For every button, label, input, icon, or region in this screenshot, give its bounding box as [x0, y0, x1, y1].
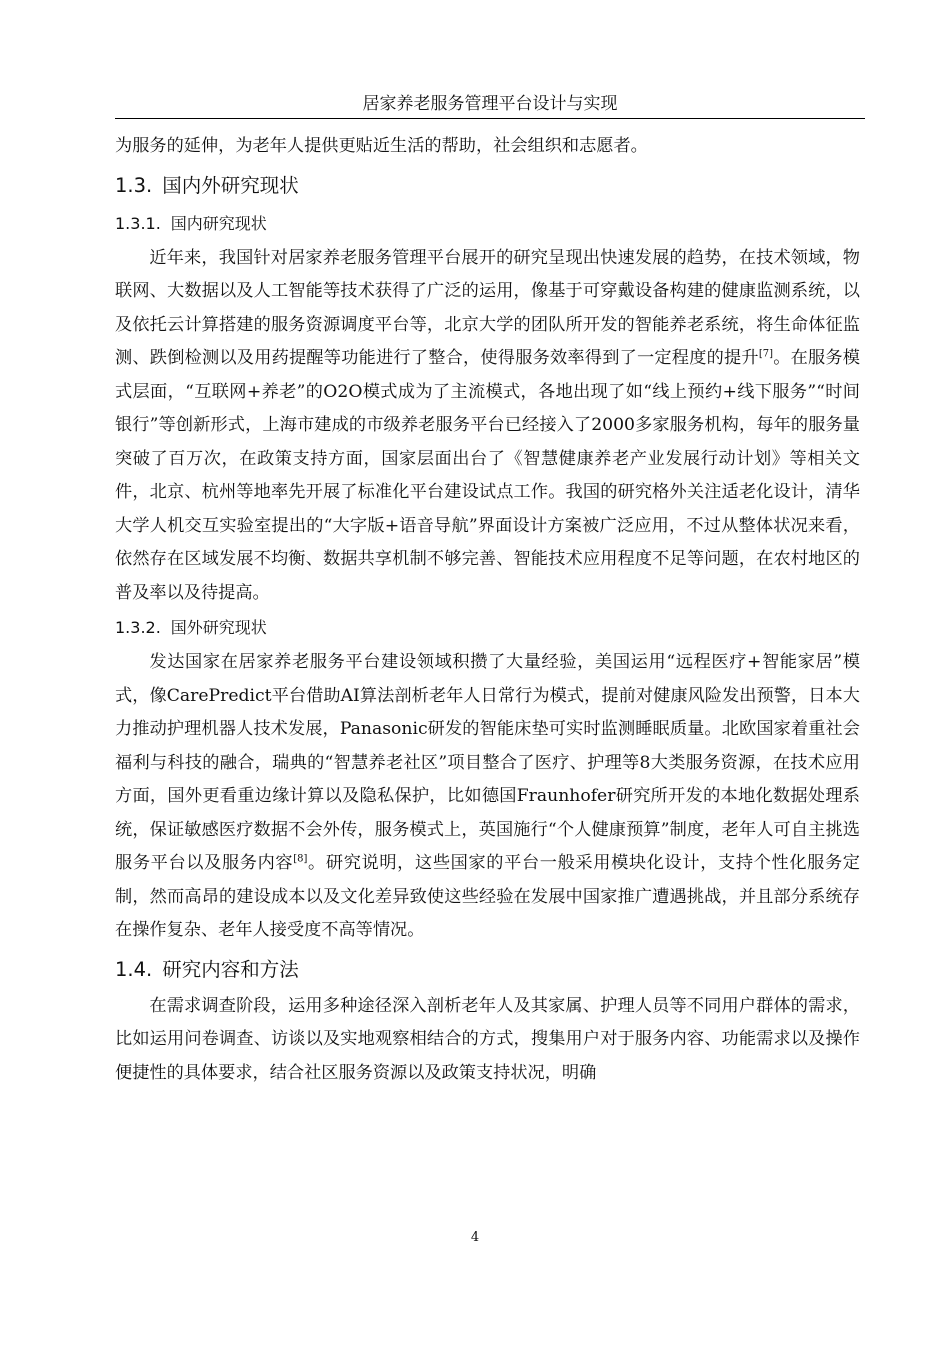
paragraph-text: 发达国家在居家养老服务平台建设领域积攒了大量经验，美国运用“远程医疗+智能家居”模式，像CarePredict平台借助AI算法剖析老年人日常行为模式，提前对健康风险发出预警，日本大力推动护理机器人技术发展，Panasonic研发的智能床垫可实时监测睡眠质量。北欧国家着重社会福利与科技的融合，瑞典的“智慧养老社区”项目整合了医疗、护理等8大类服务资源，在技术应用方面，国外更看重边缘计算以及隐私保护，比如德国Fraunhofer研究所开发的本地化数据处理系统，保证敏感医疗数据不会外传，服务模式上，英国施行“个人健康预算”制度，老年人可自主挑选服务平台以及服务内容 — [115, 652, 860, 873]
section-heading-1-3 — [115, 168, 860, 204]
citation-marker: [8] — [293, 853, 308, 865]
paragraph-text: 。研究说明，这些国家的平台一般采用模块化设计，支持个性化服务定制，然而高昂的建设成本以及文化差异致使这些经验在发展中国家推广遭遇挑战，并且部分系统存在操作复杂、老年人接受度不高等情况。 — [115, 853, 860, 940]
methods-paragraph: 在需求调查阶段，运用多种途径深入剖析老年人及其家属、护理人员等不同用户群体的需求，比如运用问卷调查、访谈以及实地观察相结合的方式，搜集用户对于服务内容、功能需求以及操作便捷性的具体要求，结合社区服务资源以及政策支持状况，明确 — [115, 995, 860, 1083]
page-body — [115, 130, 860, 1090]
paragraph-text: 近年来，我国针对居家养老服务管理平台展开的研究呈现出快速发展的趋势，在技术领域，物联网、大数据以及人工智能等技术获得了广泛的运用，像基于可穿戴设备构建的健康监测系统，以及依托云计算搭建的服务资源调度平台等，北京大学的团队所开发的智能养老系统，将生命体征监测、跌倒检测以及用药提醒等功能进行了整合，使得服务效率得到了一定程度的提升 — [115, 247, 860, 368]
subsection-heading-1-3-2 — [115, 610, 860, 646]
paragraph-text: 。在服务模式层面，“互联网+养老”的O2O模式成为了主流模式，各地出现了如“线上预约+线下服务”“时间银行”等创新形式，上海市建成的市级养老服务平台已经接入了2000多家服务机构，每年的服务量突破了百万次，在政策支持方面，国家层面出台了《智慧健康养老产业发展行动计划》等相关文件，北京、杭州等地率先开展了标准化平台建设试点工作。我国的研究格外关注适老化设计，清华大学人机交互实验室提出的“大字版+语音导航”界面设计方案被广泛应用，不过从整体状况来看，依然存在区域发展不均衡、数据共享机制不够完善、智能技术应用程度不足等问题，在农村地区的普及率以及待提高。 — [115, 348, 860, 603]
section-title: 国内外研究现状 — [162, 173, 299, 197]
subsection-heading-1-3-1 — [115, 206, 860, 242]
section-heading-1-4 — [115, 952, 860, 988]
section-number: 1.4. — [115, 957, 153, 981]
section-number: 1.3. — [115, 173, 153, 197]
domestic-research-paragraph — [115, 242, 860, 611]
subsection-title: 国内研究现状 — [170, 213, 267, 233]
section-title: 研究内容和方法 — [162, 957, 299, 981]
page-number: 4 — [470, 1230, 480, 1245]
subsection-number: 1.3.2. — [115, 618, 161, 637]
running-header — [115, 92, 865, 119]
subsection-number: 1.3.1. — [115, 213, 161, 233]
continuation-paragraph: 为服务的延伸，为老年人提供更贴近生活的帮助，社会组织和志愿者。 — [115, 136, 648, 156]
header-title: 居家养老服务管理平台设计与实现 — [362, 94, 618, 114]
subsection-title: 国外研究现状 — [170, 618, 267, 637]
page-footer — [0, 1230, 950, 1245]
citation-marker: [7] — [758, 348, 773, 360]
foreign-research-paragraph — [115, 646, 860, 948]
